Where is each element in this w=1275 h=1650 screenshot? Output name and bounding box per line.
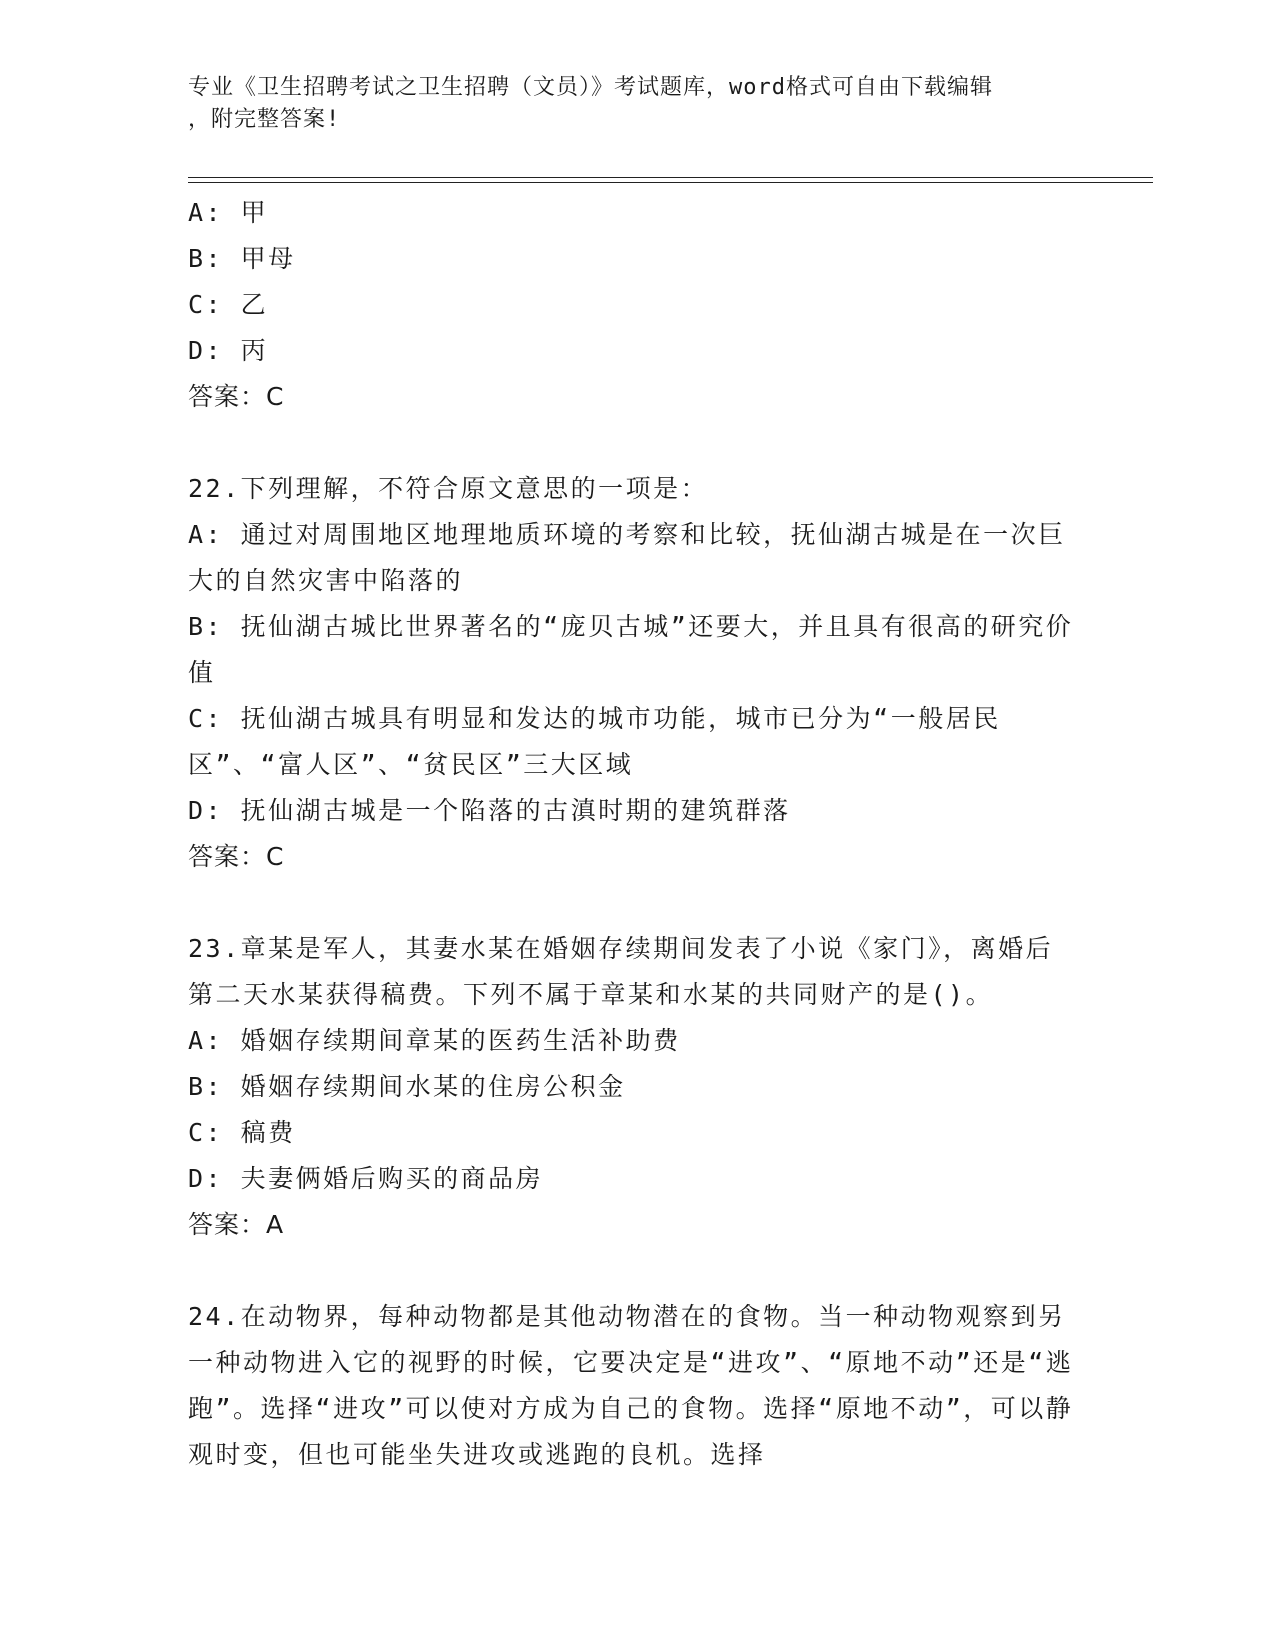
spacer <box>188 1248 1078 1294</box>
header-line-2: ，附完整答案! <box>188 107 341 132</box>
spacer <box>188 880 1078 926</box>
option-b: B: 抚仙湖古城比世界著名的“庞贝古城”还要大，并且具有很高的研究价值 <box>188 612 1074 687</box>
option-a: A: 甲 <box>188 198 269 227</box>
document-body <box>188 190 1078 1478</box>
option-b: B: 甲母 <box>188 244 296 273</box>
option-a: A: 婚姻存续期间章某的医药生活补助费 <box>188 1026 681 1055</box>
header-rule-bottom <box>188 182 1153 183</box>
answer: 答案：C <box>188 382 285 411</box>
option-b: B: 婚姻存续期间水某的住房公积金 <box>188 1072 626 1101</box>
document-header <box>188 72 1068 136</box>
question-23 <box>188 926 1078 1248</box>
option-d: D: 夫妻俩婚后购买的商品房 <box>188 1164 544 1193</box>
spacer <box>188 420 1078 466</box>
option-a: A: 通过对周围地区地理地质环境的考察和比较，抚仙湖古城是在一次巨大的自然灾害中陷落的 <box>188 520 1066 595</box>
option-d: D: 丙 <box>188 336 269 365</box>
question-22 <box>188 466 1078 880</box>
question-stem: 23.章某是军人，其妻水某在婚姻存续期间发表了小说《家门》，离婚后第二天水某获得稿费。下列不属于章某和水某的共同财产的是()。 <box>188 934 1054 1009</box>
answer: 答案：A <box>188 1210 285 1239</box>
option-c: C: 稿费 <box>188 1118 296 1147</box>
header-line-1: 专业《卫生招聘考试之卫生招聘（文员）》考试题库，word格式可自由下载编辑 <box>188 75 993 100</box>
option-c: C: 乙 <box>188 290 269 319</box>
question-24 <box>188 1294 1078 1478</box>
option-d: D: 抚仙湖古城是一个陷落的古滇时期的建筑群落 <box>188 796 791 825</box>
option-c: C: 抚仙湖古城具有明显和发达的城市功能，城市已分为“一般居民区”、“富人区”、“贫民区”三大区域 <box>188 704 1001 779</box>
prev-question <box>188 190 1078 420</box>
question-stem: 22.下列理解，不符合原文意思的一项是： <box>188 474 709 503</box>
header-rule-top <box>188 177 1153 178</box>
answer: 答案：C <box>188 842 285 871</box>
question-stem: 24.在动物界，每种动物都是其他动物潜在的食物。当一种动物观察到另一种动物进入它的视野的时候，它要决定是“进攻”、“原地不动”还是“逃跑”。选择“进攻”可以使对方成为自己的食物。选择“原地不动”，可以静观时变，但也可能坐失进攻或逃跑的良机。选择 <box>188 1302 1074 1469</box>
